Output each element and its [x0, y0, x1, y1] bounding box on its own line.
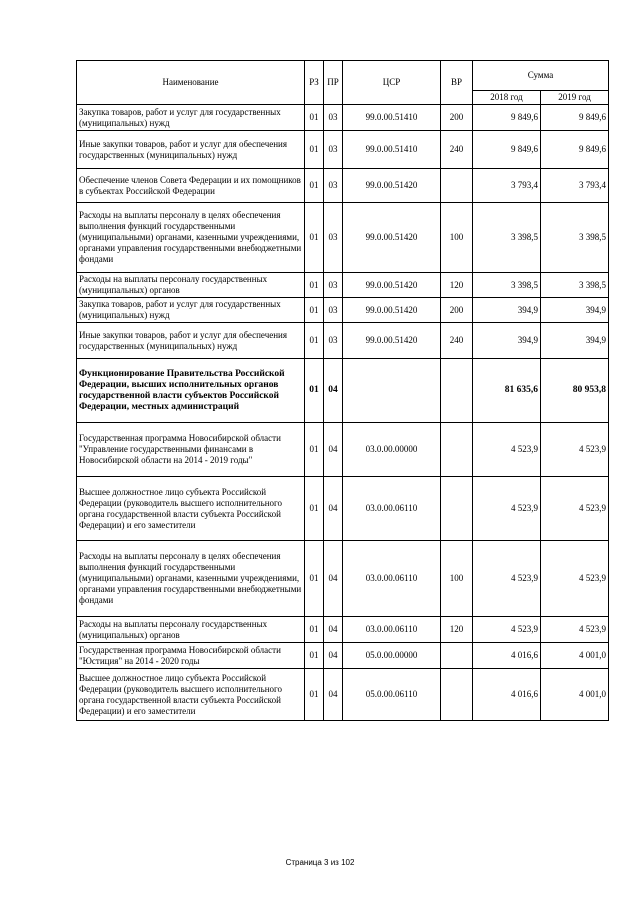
- row-vr: [441, 169, 473, 203]
- row-rz: 01: [305, 643, 324, 669]
- row-pr: 04: [324, 477, 343, 541]
- table-row: [77, 643, 609, 669]
- row-sum-2018: 4 523,9: [473, 541, 541, 617]
- table-row: [77, 541, 609, 617]
- row-csr: 99.0.00.51420: [343, 323, 441, 359]
- row-sum-2019: 9 849,6: [541, 105, 609, 131]
- row-pr: 04: [324, 423, 343, 477]
- table-row: [77, 105, 609, 131]
- row-sum-2018: 3 793,4: [473, 169, 541, 203]
- row-pr: 04: [324, 643, 343, 669]
- row-sum-2019: 4 523,9: [541, 477, 609, 541]
- row-vr: 100: [441, 203, 473, 273]
- row-sum-2018: 9 849,6: [473, 131, 541, 169]
- row-name: Высшее должностное лицо субъекта Российской Федерации (руководитель высшего исполнительного органа государственной власти субъекта Российской Федерации) и его заместители: [77, 477, 305, 541]
- row-name: Иные закупки товаров, работ и услуг для обеспечения государственных (муниципальных) нужд: [77, 323, 305, 359]
- row-csr: 99.0.00.51420: [343, 298, 441, 323]
- row-sum-2018: 4 523,9: [473, 617, 541, 643]
- table-row: [77, 298, 609, 323]
- row-name: Высшее должностное лицо субъекта Российской Федерации (руководитель высшего исполнительного органа государственной власти субъекта Российской Федерации) и его заместители: [77, 669, 305, 721]
- row-sum-2018: 4 016,6: [473, 669, 541, 721]
- row-rz: 01: [305, 169, 324, 203]
- table-row: [77, 131, 609, 169]
- row-sum-2018: 394,9: [473, 298, 541, 323]
- row-sum-2018: 81 635,6: [473, 359, 541, 423]
- row-vr: 200: [441, 298, 473, 323]
- row-rz: 01: [305, 203, 324, 273]
- row-rz: 01: [305, 273, 324, 298]
- row-csr: 05.0.00.06110: [343, 669, 441, 721]
- row-csr: 99.0.00.51420: [343, 273, 441, 298]
- row-name: Государственная программа Новосибирской области "Управление государственными финансами в Новосибирской области на 2014 - 2019 годы": [77, 423, 305, 477]
- row-vr: [441, 477, 473, 541]
- table-row: [77, 669, 609, 721]
- col-header-csr: ЦСР: [343, 61, 441, 105]
- row-sum-2018: 3 398,5: [473, 273, 541, 298]
- row-sum-2019: 3 398,5: [541, 273, 609, 298]
- row-sum-2018: 4 523,9: [473, 423, 541, 477]
- row-csr: 99.0.00.51420: [343, 169, 441, 203]
- row-sum-2019: 4 523,9: [541, 541, 609, 617]
- row-csr: 05.0.00.00000: [343, 643, 441, 669]
- row-sum-2019: 4 001,0: [541, 643, 609, 669]
- row-name: Закупка товаров, работ и услуг для государственных (муниципальных) нужд: [77, 105, 305, 131]
- col-header-name: Наименование: [77, 61, 305, 105]
- row-rz: 01: [305, 298, 324, 323]
- row-vr: [441, 643, 473, 669]
- row-name: Расходы на выплаты персоналу в целях обеспечения выполнения функций государственными (муниципальными) органами, казенными учреждениями, органами управления государственными внебюджетными фондами: [77, 541, 305, 617]
- table-row: [77, 359, 609, 423]
- row-name: Расходы на выплаты персоналу государственных (муниципальных) органов: [77, 273, 305, 298]
- row-sum-2019: 9 849,6: [541, 131, 609, 169]
- row-vr: 120: [441, 617, 473, 643]
- col-header-sum: Сумма: [473, 61, 609, 91]
- col-header-vr: ВР: [441, 61, 473, 105]
- row-pr: 03: [324, 105, 343, 131]
- table-body: [77, 105, 609, 721]
- col-header-rz: РЗ: [305, 61, 324, 105]
- row-sum-2018: 9 849,6: [473, 105, 541, 131]
- row-sum-2019: 80 953,8: [541, 359, 609, 423]
- row-pr: 04: [324, 617, 343, 643]
- row-vr: 240: [441, 131, 473, 169]
- row-csr: 99.0.00.51410: [343, 105, 441, 131]
- row-csr: 99.0.00.51420: [343, 203, 441, 273]
- row-pr: 03: [324, 203, 343, 273]
- row-vr: [441, 669, 473, 721]
- row-pr: 04: [324, 669, 343, 721]
- row-rz: 01: [305, 477, 324, 541]
- table-row: [77, 477, 609, 541]
- row-vr: 200: [441, 105, 473, 131]
- row-rz: 01: [305, 669, 324, 721]
- row-sum-2019: 4 001,0: [541, 669, 609, 721]
- row-sum-2018: 3 398,5: [473, 203, 541, 273]
- row-csr: [343, 359, 441, 423]
- row-sum-2018: 394,9: [473, 323, 541, 359]
- row-sum-2019: 4 523,9: [541, 423, 609, 477]
- col-header-pr: ПР: [324, 61, 343, 105]
- table-row: [77, 169, 609, 203]
- table-row: [77, 203, 609, 273]
- row-rz: 01: [305, 105, 324, 131]
- row-name: Функционирование Правительства Российской Федерации, высших исполнительных органов государственной власти субъектов Российской Федерации, местных администраций: [77, 359, 305, 423]
- row-rz: 01: [305, 541, 324, 617]
- row-vr: 100: [441, 541, 473, 617]
- row-name: Закупка товаров, работ и услуг для государственных (муниципальных) нужд: [77, 298, 305, 323]
- row-pr: 03: [324, 169, 343, 203]
- row-sum-2018: 4 523,9: [473, 477, 541, 541]
- row-rz: 01: [305, 617, 324, 643]
- row-name: Обеспечение членов Совета Федерации и их помощников в субъектах Российской Федерации: [77, 169, 305, 203]
- row-rz: 01: [305, 359, 324, 423]
- row-sum-2019: 4 523,9: [541, 617, 609, 643]
- row-sum-2019: 394,9: [541, 298, 609, 323]
- row-rz: 01: [305, 131, 324, 169]
- row-vr: 240: [441, 323, 473, 359]
- row-vr: [441, 359, 473, 423]
- row-sum-2019: 3 398,5: [541, 203, 609, 273]
- col-header-2018: 2018 год: [473, 91, 541, 105]
- row-csr: 03.0.00.00000: [343, 423, 441, 477]
- row-pr: 04: [324, 359, 343, 423]
- table-row: [77, 617, 609, 643]
- row-name: Расходы на выплаты персоналу в целях обеспечения выполнения функций государственными (муниципальными) органами, казенными учреждениями, органами управления государственными внебюджетными фондами: [77, 203, 305, 273]
- row-rz: 01: [305, 423, 324, 477]
- row-sum-2019: 3 793,4: [541, 169, 609, 203]
- page-number: Страница 3 из 102: [285, 858, 355, 867]
- row-vr: 120: [441, 273, 473, 298]
- table-row: [77, 273, 609, 298]
- row-csr: 99.0.00.51410: [343, 131, 441, 169]
- table-row: [77, 423, 609, 477]
- row-pr: 03: [324, 131, 343, 169]
- row-csr: 03.0.00.06110: [343, 617, 441, 643]
- row-pr: 04: [324, 541, 343, 617]
- col-header-2019: 2019 год: [541, 91, 609, 105]
- row-pr: 03: [324, 323, 343, 359]
- row-csr: 03.0.00.06110: [343, 541, 441, 617]
- row-sum-2018: 4 016,6: [473, 643, 541, 669]
- row-pr: 03: [324, 273, 343, 298]
- row-sum-2019: 394,9: [541, 323, 609, 359]
- row-name: Иные закупки товаров, работ и услуг для обеспечения государственных (муниципальных) нужд: [77, 131, 305, 169]
- row-pr: 03: [324, 298, 343, 323]
- row-vr: [441, 423, 473, 477]
- row-csr: 03.0.00.06110: [343, 477, 441, 541]
- budget-table: [76, 60, 609, 721]
- row-name: Расходы на выплаты персоналу государственных (муниципальных) органов: [77, 617, 305, 643]
- table-row: [77, 323, 609, 359]
- row-rz: 01: [305, 323, 324, 359]
- row-name: Государственная программа Новосибирской области "Юстиция" на 2014 - 2020 годы: [77, 643, 305, 669]
